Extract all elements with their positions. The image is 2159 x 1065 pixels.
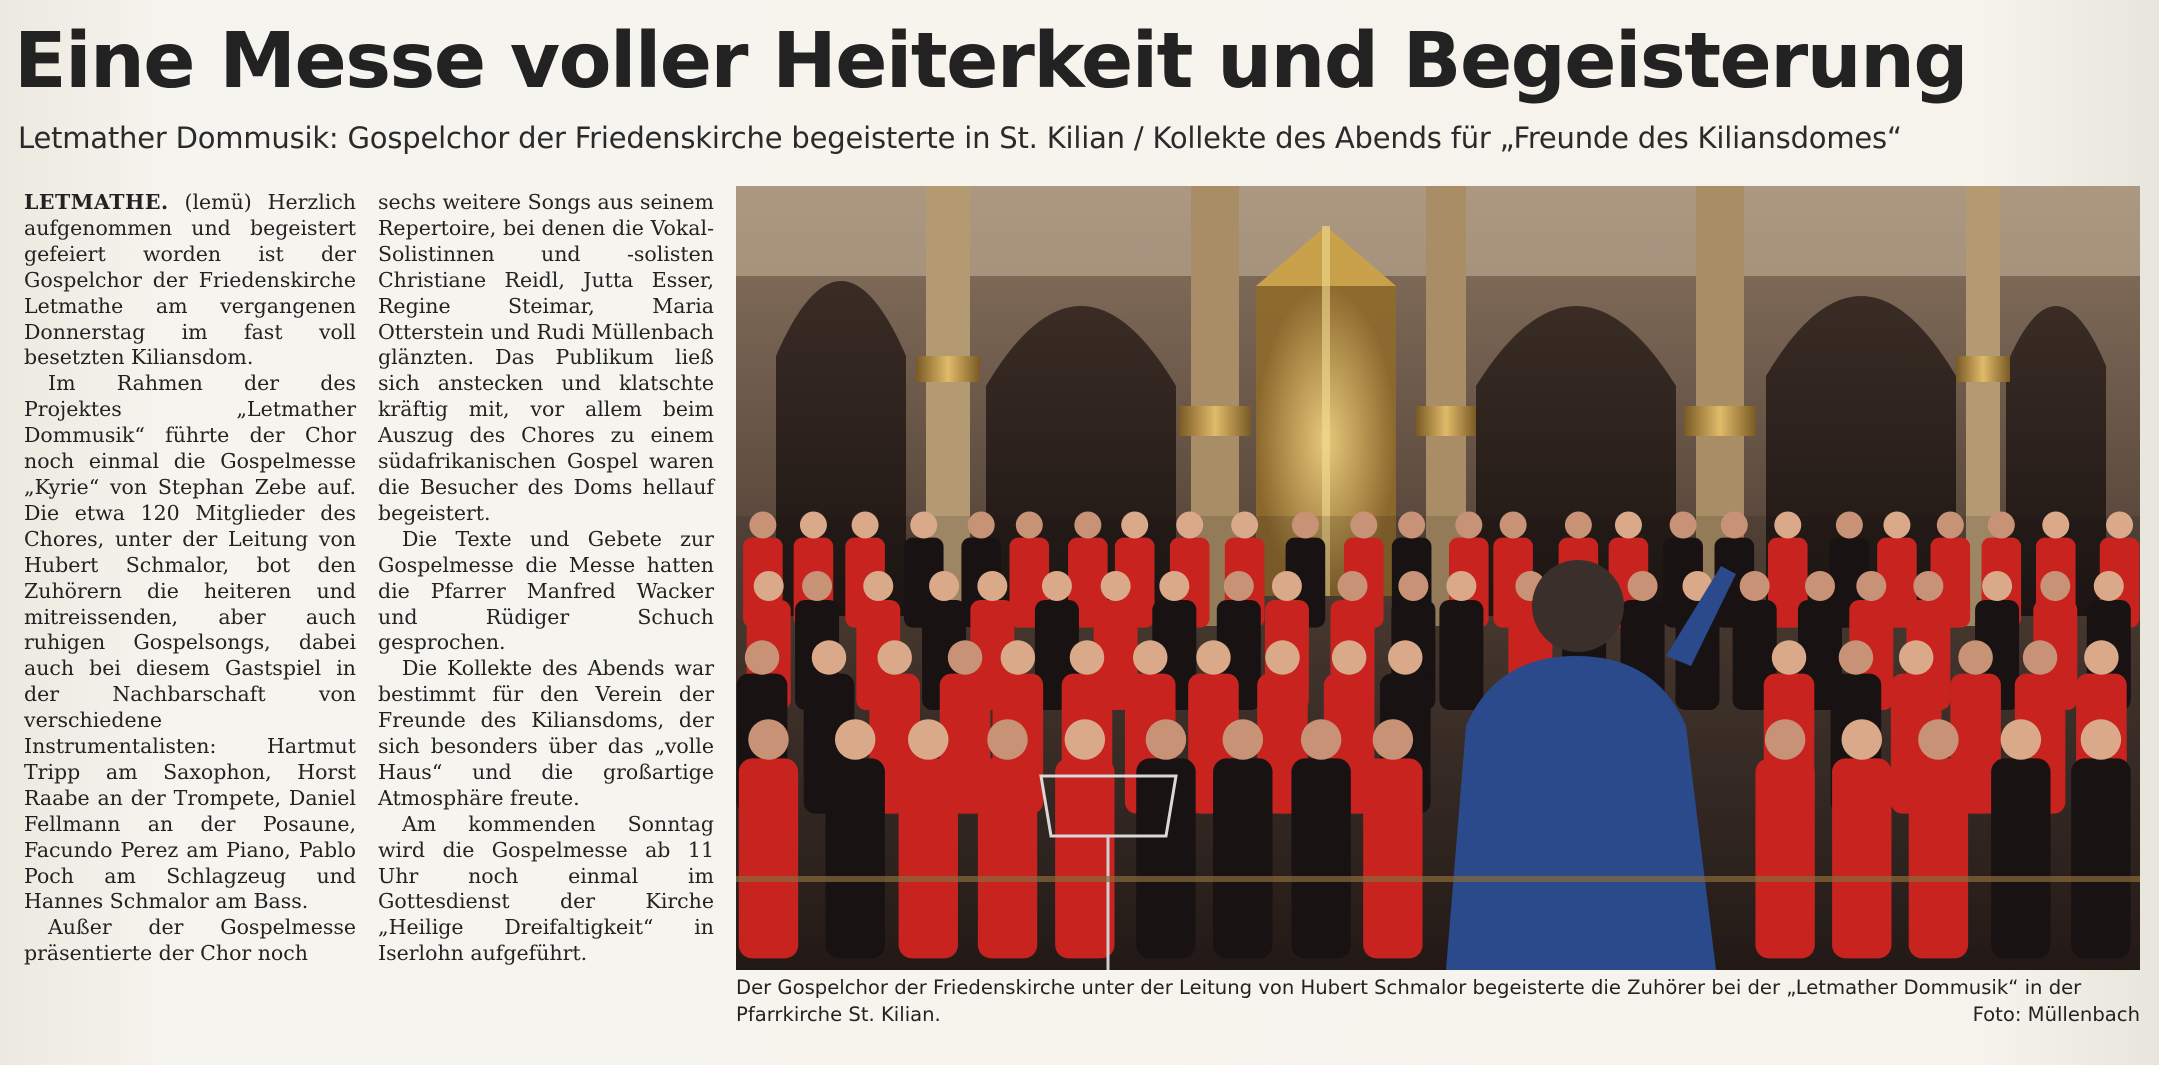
choir-singer-head xyxy=(968,512,995,539)
choir-photo-illustration xyxy=(736,186,2140,970)
choir-singer-head xyxy=(1805,571,1835,601)
choir-singer-head xyxy=(929,571,959,601)
choir-singer-head xyxy=(977,571,1007,601)
choir-singer-robe xyxy=(1055,758,1114,958)
choir-singer-head xyxy=(2081,719,2122,760)
photo-credit: Foto: Müllenbach xyxy=(1972,1003,2140,1026)
choir-singer-robe xyxy=(1439,600,1483,710)
choir-singer-head xyxy=(802,571,832,601)
choir-singer-head xyxy=(1774,512,1801,539)
choir-singer-head xyxy=(1016,512,1043,539)
choir-singer-head xyxy=(1628,571,1658,601)
choir-singer-head xyxy=(1001,640,1036,675)
choir-singer-head xyxy=(1398,512,1425,539)
choir-singer-head xyxy=(1070,640,1105,675)
choir-singer-head xyxy=(1937,512,1964,539)
choir-singer-head xyxy=(2001,719,2042,760)
choir-singer-head xyxy=(1272,571,1302,601)
choir-singer-head xyxy=(1101,571,1131,601)
dateline: LETMATHE. xyxy=(24,190,169,214)
choir-singer-robe xyxy=(978,758,1037,958)
choir-singer-robe xyxy=(1363,758,1422,958)
choir-singer-head xyxy=(1332,640,1367,675)
choir-singer-head xyxy=(1065,719,1106,760)
choir-singer-robe xyxy=(1291,758,1350,958)
choir-singer-robe xyxy=(1832,758,1891,958)
choir-singer-head xyxy=(1388,640,1423,675)
choir-singer-head xyxy=(800,512,827,539)
choir-singer-robe xyxy=(1755,758,1814,958)
choir-singer-head xyxy=(2040,571,2070,601)
choir-singer-head xyxy=(910,512,937,539)
choir-singer-head xyxy=(1958,640,1993,675)
choir-singer-head xyxy=(745,640,780,675)
paragraph: Am kommenden Sonntag wird die Gospelmesse ab 11 Uhr noch einmal im Gottesdienst der Kirche „Heilige Dreifaltigkeit“ in Iserlohn aufgeführt. xyxy=(378,811,714,966)
choir-singer-head xyxy=(1913,571,1943,601)
choir-singer-robe xyxy=(1909,758,1968,958)
caption-text: Der Gospelchor der Friedenskirche unter der Leitung von Hubert Schmalor begeisterte die Zuhörer bei der „Letmather Dommusik“ in der Pfarrkirche St. Kilian. xyxy=(736,976,2082,1026)
paragraph xyxy=(24,190,356,371)
photo-caption xyxy=(736,974,2140,1028)
choir-singer-head xyxy=(852,512,879,539)
choir-singer-head xyxy=(1121,512,1148,539)
choir-singer-head xyxy=(948,640,983,675)
subheadline: Letmather Dommusik: Gospelchor der Friedenskirche begeisterte in St. Kilian / Kollekte des Abends für „Freunde des Kiliansdomes“ xyxy=(18,121,1902,155)
choir-singer-head xyxy=(1839,640,1874,675)
choir-singer-head xyxy=(749,512,776,539)
choir-singer-head xyxy=(987,719,1028,760)
paragraph: Die Texte und Gebete zur Gospelmesse die Messe hatten die Pfarrer Manfred Wacker und Rüdiger Schuch gesprochen. xyxy=(378,526,714,655)
choir-singer-head xyxy=(2106,512,2133,539)
choir-singer-head xyxy=(1772,640,1807,675)
text-column-2 xyxy=(378,190,714,967)
choir-singer-head xyxy=(2023,640,2058,675)
choir-singer-head xyxy=(1159,571,1189,601)
choir-singer-head xyxy=(1042,571,1072,601)
choir-singer-robe xyxy=(1991,758,2050,958)
choir-singer-head xyxy=(908,719,949,760)
choir-singer-head xyxy=(1740,571,1770,601)
choir-singer-head xyxy=(1146,719,1187,760)
choir-singer-robe xyxy=(1213,758,1272,958)
choir-singer-head xyxy=(1133,640,1168,675)
choir-singer-head xyxy=(1883,512,1910,539)
choir-singer-head xyxy=(1918,719,1959,760)
paragraph-text: (lemü) Herzlich aufgenommen und begeistert gefeiert worden ist der Gospelchor der Friedenskirche Letmathe am vergangenen Donnerstag im fast voll besetzten Kiliansdom. xyxy=(24,190,356,370)
choir-singer-head xyxy=(1196,640,1231,675)
choir-singer-head xyxy=(863,571,893,601)
choir-singer-head xyxy=(1721,512,1748,539)
paragraph: Außer der Gospelmesse präsentierte der Chor noch xyxy=(24,915,356,966)
choir-singer-head xyxy=(1301,719,1342,760)
paragraph: sechs weitere Songs aus seinem Repertoire, bei denen die Vokal-Solistinnen und -solisten Christiane Reidl, Jutta Esser, Regine Steimar, Maria Otterstein und Rudi Müllenbach glänzten. Das Publikum ließ sich anstecken und klatschte kräftig mit, vor allem beim Auszug des Chores zu einem südafrikanischen Gospel waren die Besucher des Doms hellauf begeistert. xyxy=(378,190,714,525)
choir-singer-head xyxy=(1074,512,1101,539)
choir-singer-head xyxy=(812,640,847,675)
choir-singer-head xyxy=(1615,512,1642,539)
choir-singer-head xyxy=(1842,719,1883,760)
choir-singer-head xyxy=(1337,571,1367,601)
choir-singer-head xyxy=(1982,571,2012,601)
choir-singer-head xyxy=(1231,512,1258,539)
choir-singer-robe xyxy=(1136,758,1195,958)
choir-singer-head xyxy=(1292,512,1319,539)
choir-singer-head xyxy=(1670,512,1697,539)
paragraph: Die Kollekte des Abends war bestimmt für den Verein der Freunde des Kiliansdoms, der sich besonders über das „volle Haus“ und die großartige Atmosphäre freute. xyxy=(378,656,714,810)
choir-singer-head xyxy=(1455,512,1482,539)
choir-singer-head xyxy=(1446,571,1476,601)
choir-singer-robe xyxy=(739,758,798,958)
choir-singer-head xyxy=(1988,512,2015,539)
choir-singer-robe xyxy=(2071,758,2130,958)
choir-singer-head xyxy=(1373,719,1414,760)
choir-singer-head xyxy=(1856,571,1886,601)
choir-singer-head xyxy=(1176,512,1203,539)
choir-singer-robe xyxy=(899,758,958,958)
choir-singer-head xyxy=(877,640,912,675)
choir-photo xyxy=(736,186,2140,970)
choir-singer-head xyxy=(1223,719,1264,760)
paragraph: Im Rahmen der des Projektes „Letmather Dommusik“ führte der Chor noch einmal die Gospelmesse „Kyrie“ von Stephan Zebe auf. Die etwa 120 Mitglieder des Chores, unter der Leitung von Hubert Schmalor, bot den Zuhörern die heiteren und mitreissenden, aber auch ruhigen Gospelsongs, dabei auch bei diesem Gastspiel in der Nachbarschaft von verschiedene Instrumentalisten: Hartmut Tripp am Saxophon, Horst Raabe an der Trompete, Daniel Fellmann an der Posaune, Facundo Perez am Piano, Pablo Poch am Schlagzeug und Hannes Schmalor am Bass. xyxy=(24,371,356,914)
choir-singer-head xyxy=(2084,640,2119,675)
choir-singer-head xyxy=(1565,512,1592,539)
choir-singer-head xyxy=(1224,571,1254,601)
choir-singer-head xyxy=(1350,512,1377,539)
choir-singer-head xyxy=(1836,512,1863,539)
headline: Eine Messe voller Heiterkeit und Begeisterung xyxy=(14,17,1967,106)
choir-singer-head xyxy=(2094,571,2124,601)
choir-singer-head xyxy=(1265,640,1300,675)
choir-singer-robe xyxy=(826,758,885,958)
choir-singer-head xyxy=(1899,640,1934,675)
choir-singer-head xyxy=(754,571,784,601)
choir-singer-head xyxy=(835,719,876,760)
choir-singer-head xyxy=(1500,512,1527,539)
choir-singer-head xyxy=(2042,512,2069,539)
choir-singer-head xyxy=(1398,571,1428,601)
choir-singer-head xyxy=(1765,719,1806,760)
choir-singer-head xyxy=(748,719,789,760)
text-column-1 xyxy=(24,190,356,967)
